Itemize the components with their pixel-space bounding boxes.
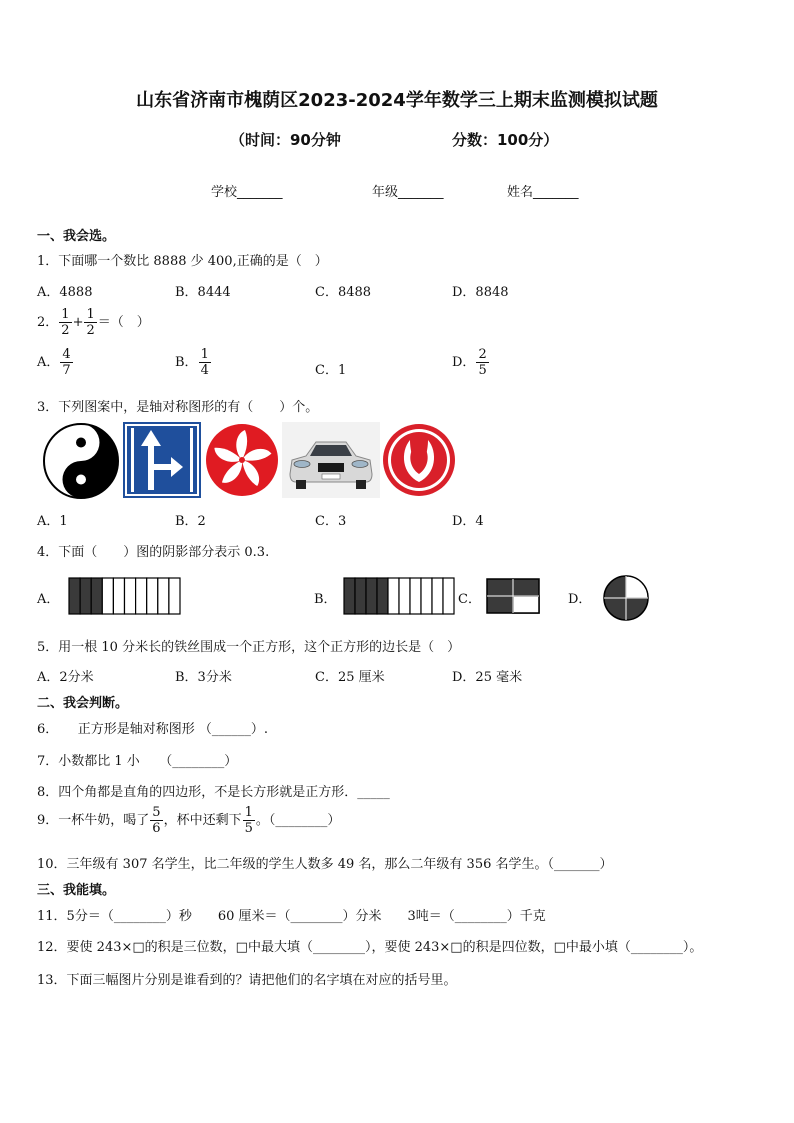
section-heading-fill: 三、我能填。	[37, 883, 116, 898]
q4-square-c	[486, 578, 540, 614]
exam-time: （时间：90分钟	[230, 131, 341, 149]
question-5: 5．用一根 10 分米长的铁丝围成一个正方形，这个正方形的边长是（ ）	[37, 640, 461, 655]
q2-option-d: D． $\frac{2}{5}$	[452, 347, 487, 378]
bar-cell	[91, 578, 102, 614]
bar-cell	[355, 578, 366, 614]
question-11: 11．5分＝（________）秒 60 厘米＝（________）分米 3吨＝（________）千克	[37, 909, 546, 924]
q5-option-d: D．25 毫米	[452, 670, 523, 685]
grade-field: 年级_______	[372, 185, 444, 200]
question-3: 3．下列图案中，是轴对称图形的有（ ）个。	[37, 400, 319, 415]
question-8: 8．四个角都是直角的四边形，不是长方形就是正方形．_____	[37, 785, 390, 800]
exam-score: 分数：100分）	[452, 131, 559, 149]
section-heading-choose: 一、我会选。	[37, 229, 116, 244]
q5-option-c: C．25 厘米	[315, 670, 385, 685]
q2-fraction-2: $\frac{1}{2}$	[86, 307, 95, 338]
q3-option-c: C．3	[315, 514, 347, 529]
q3-option-b: B．2	[175, 514, 206, 529]
q2-option-b: B． $\frac{1}{4}$	[175, 347, 209, 378]
q2-option-a: A． $\frac{4}{7}$	[37, 347, 71, 378]
bar-cell	[366, 578, 377, 614]
q1-option-b: B．8444	[175, 285, 231, 300]
bauhinia-icon	[203, 422, 281, 498]
school-field: 学校_______	[211, 185, 283, 200]
q4-label-b: B．	[314, 592, 337, 607]
question-12: 12．要使 243×□的积是三位数，□中最大填（________），要使 243×□的积是四位数，□中最小填（________）。	[37, 940, 703, 955]
bar-cell	[147, 578, 158, 614]
bar-cell	[443, 578, 454, 614]
q3-option-a: A．1	[37, 514, 68, 529]
bar-cell	[125, 578, 136, 614]
q4-bar-b	[343, 577, 455, 615]
q2-plus: +	[72, 315, 84, 330]
question-4: 4．下面（ ）图的阴影部分表示 0.3.	[37, 545, 270, 560]
bar-cell	[421, 578, 432, 614]
bar-cell	[377, 578, 388, 614]
bar-cell	[158, 578, 169, 614]
q3-option-d: D．4	[452, 514, 484, 529]
taiji-icon	[42, 422, 120, 500]
bar-cell	[169, 578, 180, 614]
q2-fraction-1: $\frac{1}{2}$	[61, 307, 70, 338]
bar-cell	[80, 578, 91, 614]
question-10: 10．三年级有 307 名学生，比二年级的学生人数多 49 名，那么二年级有 356 名学生。（_______）	[37, 857, 613, 872]
bar-cell	[113, 578, 124, 614]
page-title: 山东省济南市槐荫区2023-2024学年数学三上期末监测模拟试题	[136, 90, 658, 111]
bar-cell	[69, 578, 80, 614]
name-field: 姓名_______	[507, 185, 579, 200]
question-7: 7．小数都比 1 小 （________）	[37, 754, 238, 769]
dongfeng-logo-icon	[380, 422, 458, 498]
bar-cell	[102, 578, 113, 614]
bar-cell	[399, 578, 410, 614]
bar-cell	[136, 578, 147, 614]
q1-option-d: D．8848	[452, 285, 509, 300]
question-9: 9．一杯牛奶，喝了 $\frac{5}{6}$ ，杯中还剩下 $\frac{1}{5}$ 。（________）	[37, 805, 341, 836]
road-sign-icon	[123, 422, 201, 498]
question-6: 6． 正方形是轴对称图形 （______）.	[37, 722, 269, 737]
q2-option-c: C．1	[315, 363, 347, 378]
q4-label-c: C．	[458, 592, 481, 607]
q5-option-b: B．3分米	[175, 670, 232, 685]
q4-circle-d	[600, 573, 652, 623]
q1-option-c: C．8488	[315, 285, 372, 300]
question-1: 1．下面哪一个数比 8888 少 400,正确的是（ ）	[37, 254, 328, 269]
question-13: 13．下面三幅图片分别是谁看到的？请把他们的名字填在对应的括号里。	[37, 973, 457, 988]
q2-tail: ＝（ ）	[97, 315, 150, 330]
bar-cell	[432, 578, 443, 614]
bar-cell	[344, 578, 355, 614]
q4-label-d: D．	[568, 592, 592, 607]
q1-option-a: A．4888	[37, 285, 93, 300]
q4-label-a: A．	[37, 592, 60, 607]
question-2	[37, 307, 150, 338]
q2-prefix: 2．	[37, 315, 59, 330]
q5-option-a: A．2分米	[37, 670, 94, 685]
q4-bar-a	[68, 577, 181, 615]
section-heading-judge: 二、我会判断。	[37, 696, 129, 711]
car-icon	[282, 422, 380, 498]
bar-cell	[388, 578, 399, 614]
bar-cell	[410, 578, 421, 614]
